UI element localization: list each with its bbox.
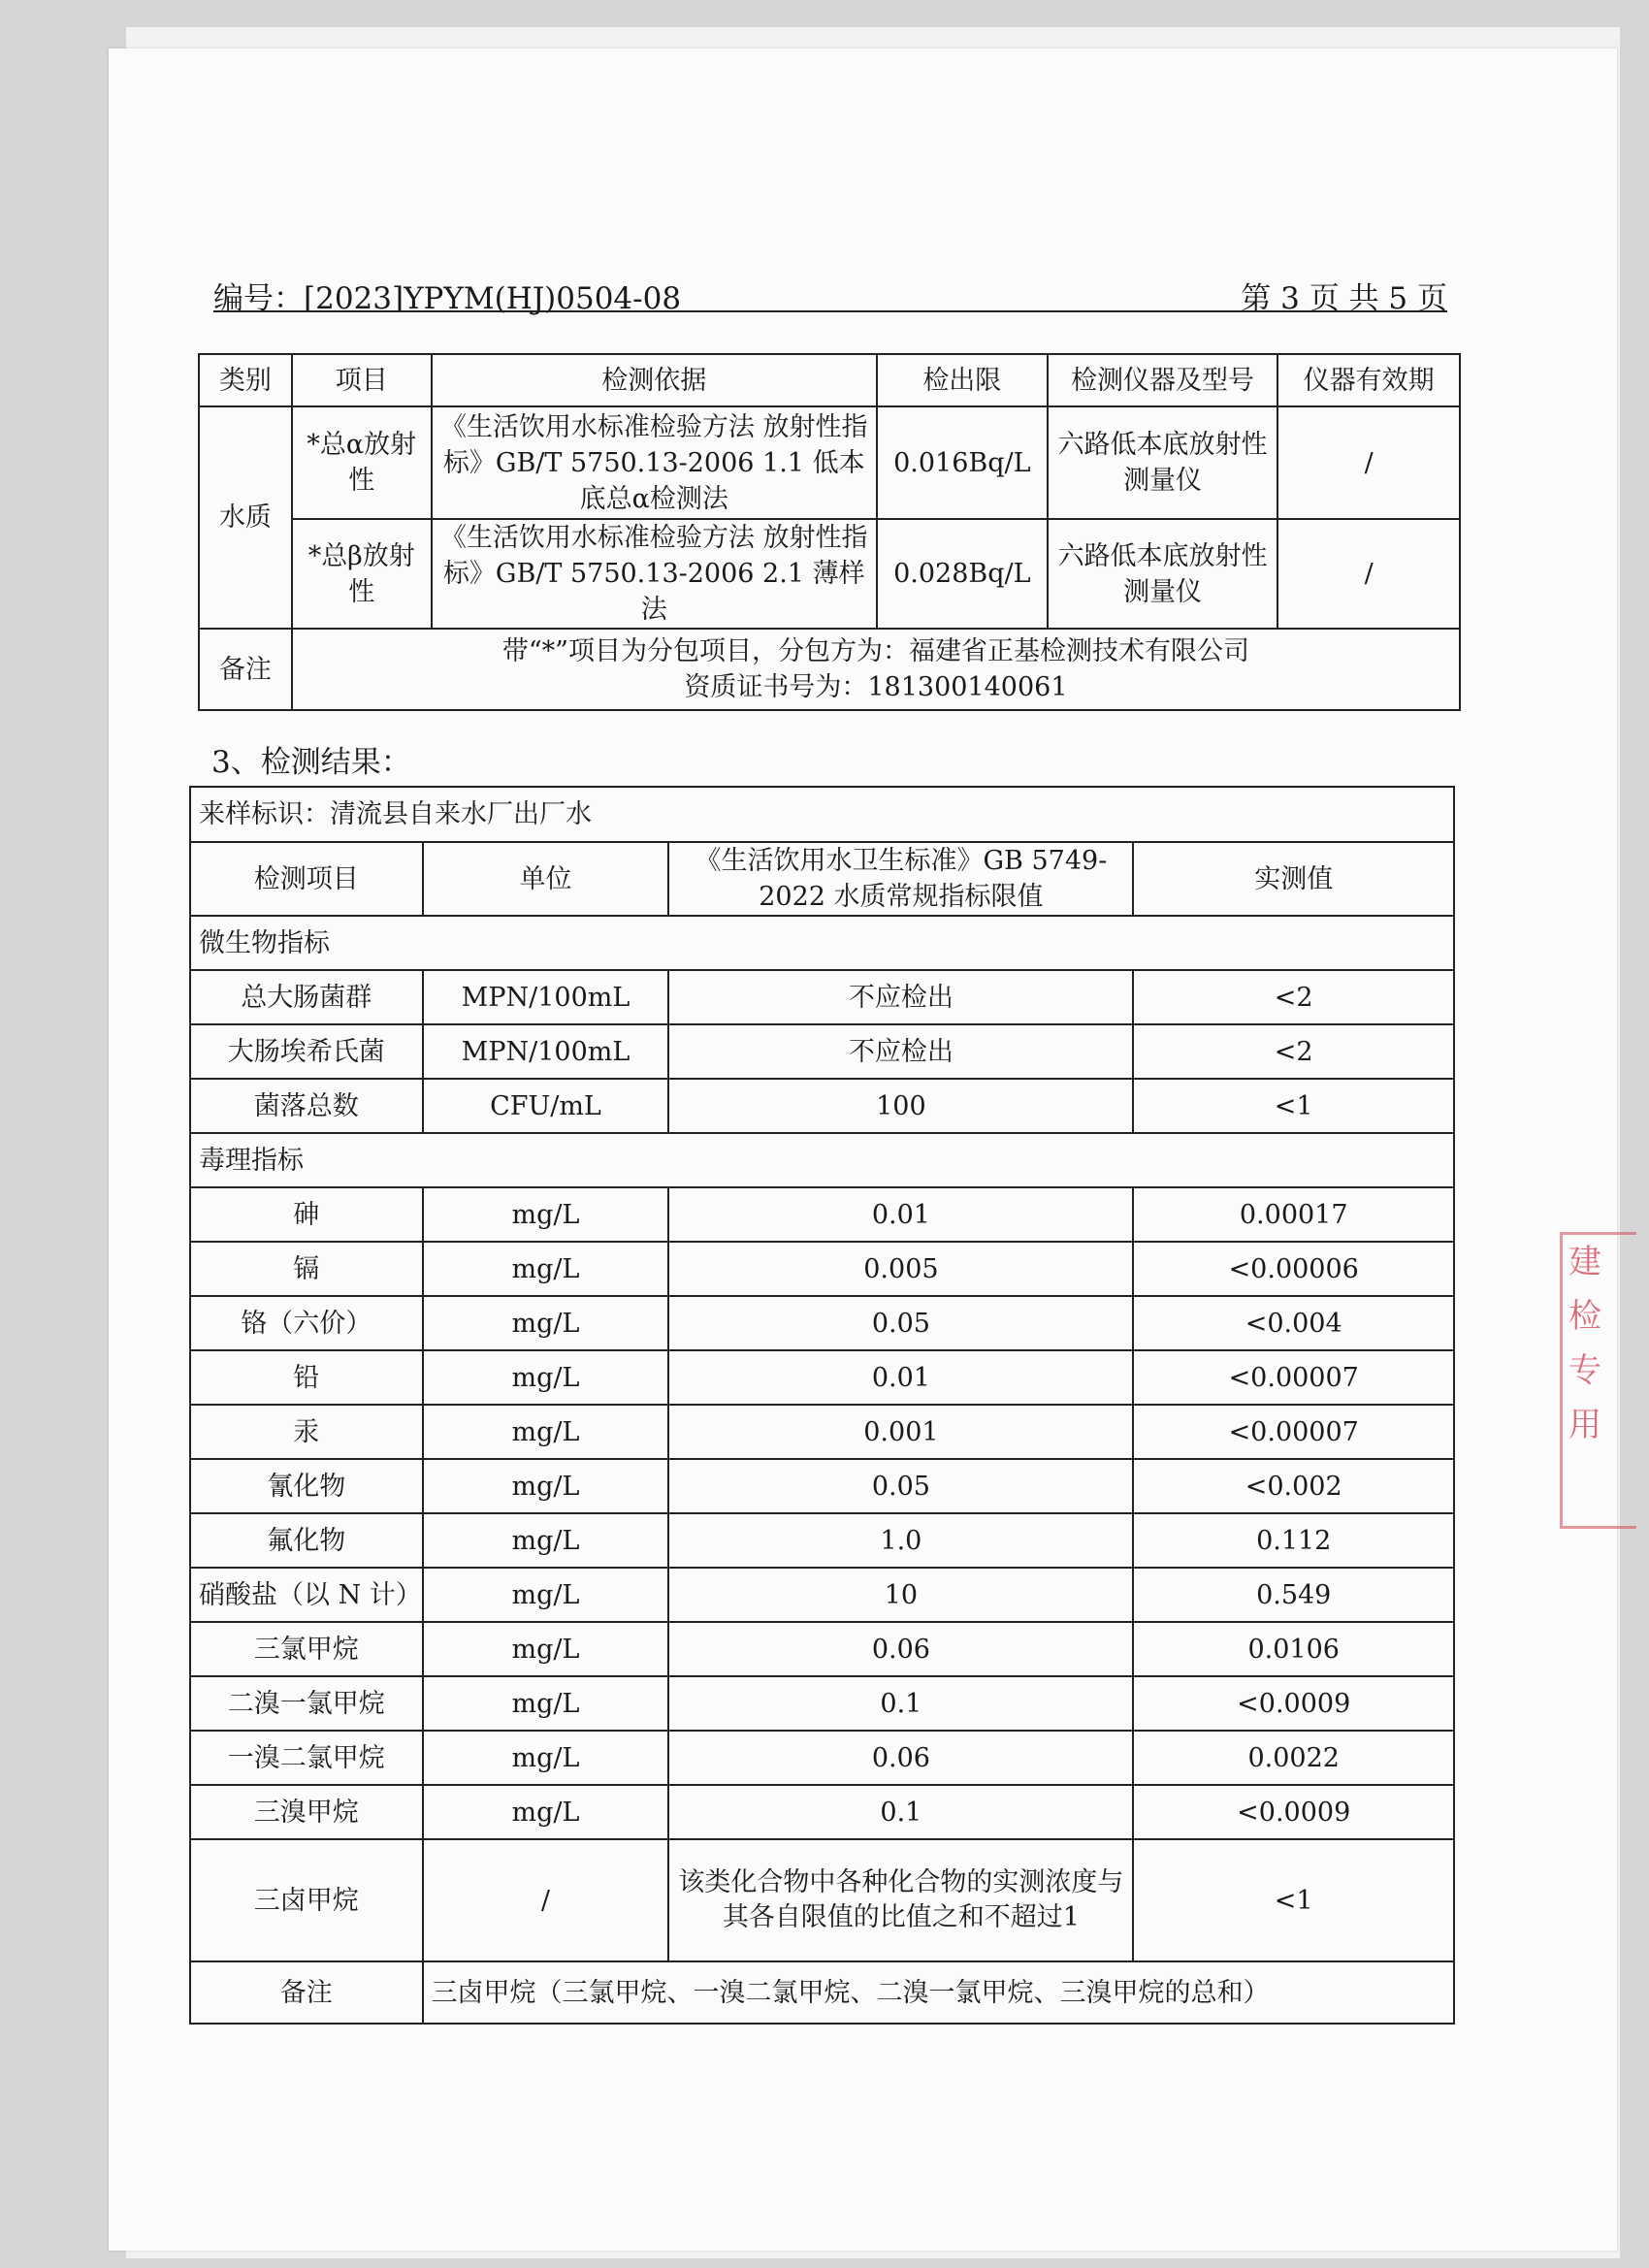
group-row [190,1133,1454,1187]
value-cell: <0.00006 [1133,1242,1454,1296]
limit-cell: 100 [668,1079,1133,1133]
results-table [189,786,1455,2025]
limit-cell: 1.0 [668,1513,1133,1568]
table-row [190,1350,1454,1405]
col-header: 实测值 [1133,842,1454,916]
col-header: 《生活饮用水卫生标准》GB 5749-2022 水质常规指标限值 [668,842,1133,916]
value-cell: 0.00017 [1133,1187,1454,1242]
basis-cell: 《生活饮用水标准检验方法 放射性指标》GB/T 5750.13-2006 2.1 薄样法 [432,519,877,629]
item-cell: 大肠埃希氏菌 [190,1024,423,1079]
limit-cell: 0.005 [668,1242,1133,1296]
instrument-cell: 六路低本底放射性测量仪 [1048,519,1278,629]
limit-cell: 0.016Bq/L [877,406,1048,519]
item-cell: 氟化物 [190,1513,423,1568]
sample-id-row [190,787,1454,842]
group-label: 微生物指标 [190,916,1454,970]
remark-line: 带“*”项目为分包项目，分包方为：福建省正基检测技术有限公司 [501,636,1249,666]
value-cell: <0.002 [1133,1459,1454,1513]
doc-number: 编号：[2023]YPYM(HJ)0504-08 [213,281,682,316]
col-header: 检测依据 [432,354,877,406]
table-row [190,1568,1454,1622]
unit-cell: mg/L [423,1242,669,1296]
value-cell: 0.549 [1133,1568,1454,1622]
unit-cell: mg/L [423,1296,669,1350]
item-cell: *总α放射性 [292,406,432,519]
micro-rows [190,970,1454,1133]
group-row [190,916,1454,970]
method-row [199,406,1460,519]
value-cell: <0.00007 [1133,1350,1454,1405]
table-row [190,1839,1454,1961]
validity-cell: / [1277,519,1460,629]
unit-cell: mg/L [423,1187,669,1242]
limit-cell: 0.05 [668,1459,1133,1513]
limit-cell: 不应检出 [668,1024,1133,1079]
item-cell: 汞 [190,1405,423,1459]
item-cell: 二溴一氯甲烷 [190,1676,423,1731]
method-table [198,353,1461,711]
col-header: 检测仪器及型号 [1048,354,1278,406]
item-cell: 三卤甲烷 [190,1839,423,1961]
page-info: 第 3 页 共 5 页 [1241,281,1447,316]
results-section-title: 3、检测结果： [211,745,411,780]
unit-cell: / [423,1839,669,1961]
value-cell: <2 [1133,970,1454,1024]
validity-cell: / [1277,406,1460,519]
value-cell: <0.00007 [1133,1405,1454,1459]
table-row [190,1079,1454,1133]
unit-cell: mg/L [423,1622,669,1676]
value-cell: 0.0022 [1133,1731,1454,1785]
method-row [199,519,1460,629]
header-rule [213,310,1447,312]
unit-cell: mg/L [423,1459,669,1513]
remark-label: 备注 [190,1961,423,2024]
official-stamp: 建 检 专 用 [1560,1232,1636,1529]
limit-cell: 0.1 [668,1785,1133,1839]
group-label: 毒理指标 [190,1133,1454,1187]
limit-cell: 0.001 [668,1405,1133,1459]
limit-cell: 该类化合物中各种化合物的实测浓度与其各自限值的比值之和不超过1 [668,1839,1133,1961]
col-header: 单位 [423,842,669,916]
value-cell: <0.0009 [1133,1676,1454,1731]
remark-line: 资质证书号为：181300140061 [684,672,1068,702]
remark-content [292,629,1460,710]
value-cell: 0.112 [1133,1513,1454,1568]
limit-cell: 0.028Bq/L [877,519,1048,629]
value-cell: 0.0106 [1133,1622,1454,1676]
unit-cell: mg/L [423,1568,669,1622]
table-row [190,1296,1454,1350]
limit-cell: 0.05 [668,1296,1133,1350]
unit-cell: MPN/100mL [423,970,669,1024]
sample-id: 来样标识：清流县自来水厂出厂水 [190,787,1454,842]
limit-cell: 0.06 [668,1622,1133,1676]
limit-cell: 0.1 [668,1676,1133,1731]
instrument-cell: 六路低本底放射性测量仪 [1048,406,1278,519]
item-cell: 三氯甲烷 [190,1622,423,1676]
results-remark-row [190,1961,1454,2024]
value-cell: <1 [1133,1839,1454,1961]
table-row [190,1024,1454,1079]
unit-cell: mg/L [423,1676,669,1731]
limit-cell: 0.06 [668,1731,1133,1785]
table-row [190,1459,1454,1513]
unit-cell: mg/L [423,1350,669,1405]
table-row [190,1676,1454,1731]
item-cell: 一溴二氯甲烷 [190,1731,423,1785]
item-cell: 菌落总数 [190,1079,423,1133]
unit-cell: mg/L [423,1513,669,1568]
limit-cell: 10 [668,1568,1133,1622]
item-cell: *总β放射性 [292,519,432,629]
table-row [190,970,1454,1024]
item-cell: 铅 [190,1350,423,1405]
value-cell: <1 [1133,1079,1454,1133]
table-row [190,1622,1454,1676]
limit-cell: 0.01 [668,1187,1133,1242]
unit-cell: mg/L [423,1731,669,1785]
tox-rows [190,1187,1454,1961]
value-cell: <2 [1133,1024,1454,1079]
unit-cell: MPN/100mL [423,1024,669,1079]
item-cell: 氰化物 [190,1459,423,1513]
value-cell: <0.0009 [1133,1785,1454,1839]
remark-label: 备注 [199,629,292,710]
method-remark-row [199,629,1460,710]
value-cell: <0.004 [1133,1296,1454,1350]
table-row [190,1242,1454,1296]
item-cell: 铬（六价） [190,1296,423,1350]
item-cell: 镉 [190,1242,423,1296]
item-cell: 三溴甲烷 [190,1785,423,1839]
col-header: 仪器有效期 [1277,354,1460,406]
unit-cell: CFU/mL [423,1079,669,1133]
col-header: 检测项目 [190,842,423,916]
category-cell: 水质 [199,406,292,629]
results-header-row [190,842,1454,916]
basis-cell: 《生活饮用水标准检验方法 放射性指标》GB/T 5750.13-2006 1.1 低本底总α检测法 [432,406,877,519]
col-header: 类别 [199,354,292,406]
item-cell: 总大肠菌群 [190,970,423,1024]
table-row [190,1187,1454,1242]
table-row [190,1785,1454,1839]
table-row [190,1513,1454,1568]
table-row [190,1405,1454,1459]
unit-cell: mg/L [423,1785,669,1839]
limit-cell: 不应检出 [668,970,1133,1024]
method-header-row [199,354,1460,406]
unit-cell: mg/L [423,1405,669,1459]
item-cell: 硝酸盐（以 N 计） [190,1568,423,1622]
item-cell: 砷 [190,1187,423,1242]
table-row [190,1731,1454,1785]
col-header: 检出限 [877,354,1048,406]
limit-cell: 0.01 [668,1350,1133,1405]
remark-content: 三卤甲烷（三氯甲烷、一溴二氯甲烷、二溴一氯甲烷、三溴甲烷的总和） [423,1961,1454,2024]
col-header: 项目 [292,354,432,406]
